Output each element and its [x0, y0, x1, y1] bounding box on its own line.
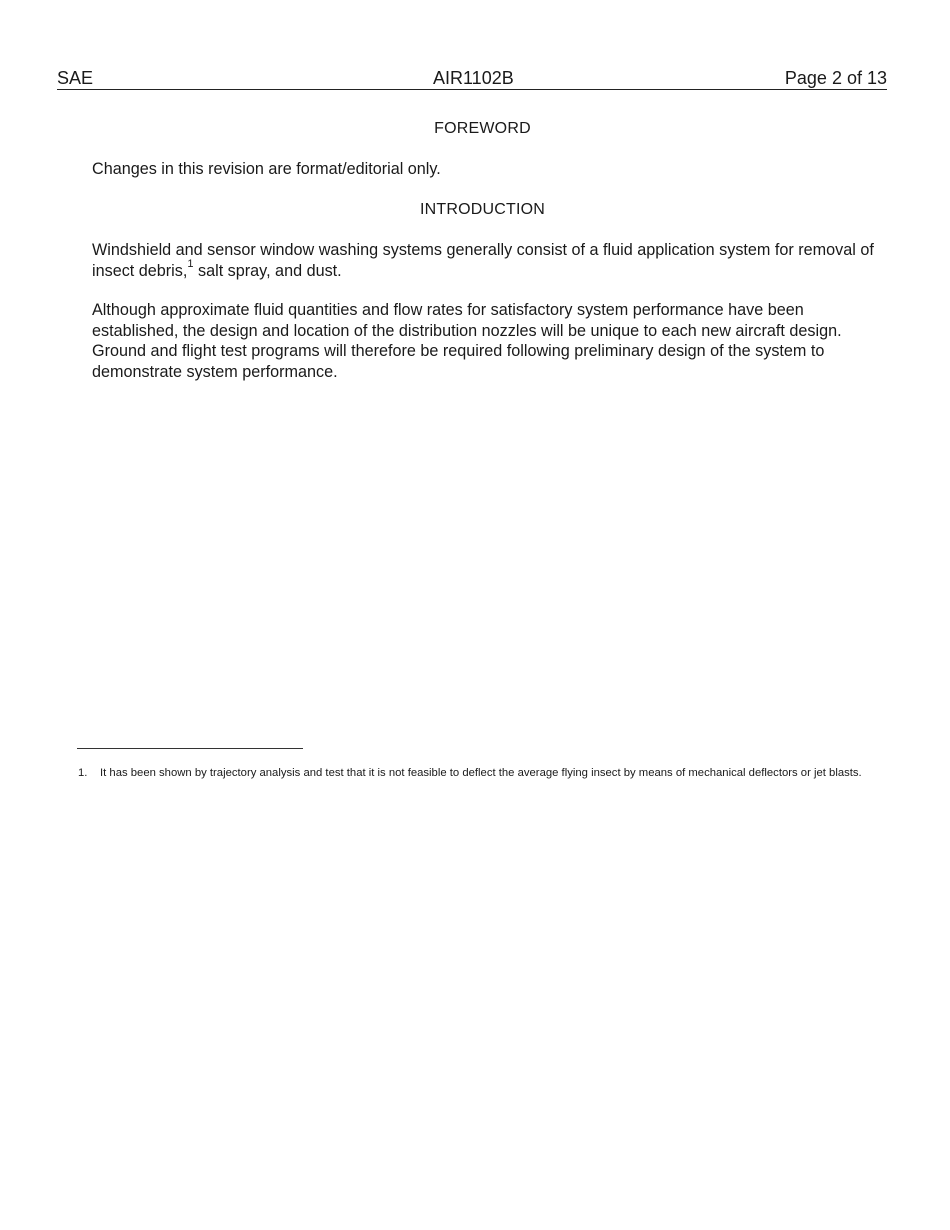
footnote-divider [77, 748, 303, 749]
footnote-text: It has been shown by trajectory analysis and test that it is not feasible to deflect the average flying insect by means of mechanical deflectors or jet blasts. [100, 767, 862, 779]
paragraph-text: Windshield and sensor window washing systems generally consist of a fluid application system for removal of insect debris, [92, 241, 874, 280]
introduction-heading: INTRODUCTION [419, 201, 546, 218]
foreword-heading: FOREWORD [434, 120, 531, 137]
page-header [57, 67, 887, 90]
footnote-reference[interactable]: 1 [187, 258, 194, 271]
introduction-paragraph-2: Although approximate fluid quantities and flow rates for satisfactory system performance have been established, the design and location of the distribution nozzles will be unique to each new aircraft design. Ground and flight test programs will therefore be required following preliminary design of the system to demonstrate system performance. [92, 301, 842, 381]
header-page-number: Page 2 of 13 [784, 68, 887, 88]
foreword-text: Changes in this revision are format/editorial only. [92, 160, 441, 178]
footnote-number: 1. [78, 767, 88, 779]
introduction-paragraph-1 [92, 240, 882, 281]
header-org: SAE [57, 68, 94, 88]
header-doc-number: AIR1102B [433, 68, 514, 88]
paragraph-text: salt spray, and dust. [193, 261, 342, 280]
